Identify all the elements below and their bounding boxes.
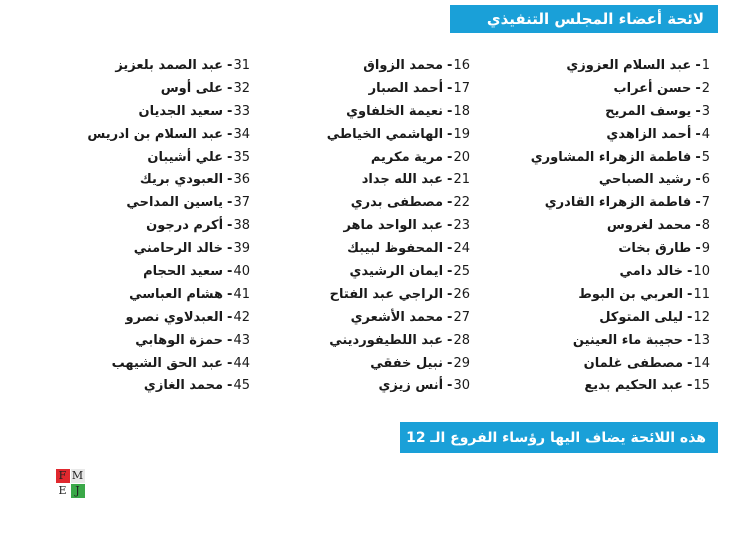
member-item — [87, 238, 250, 261]
member-name: محمد الأشعري — [350, 309, 444, 325]
member-name: ليلى المتوكل — [599, 309, 684, 325]
member-name: فاطمة الزهراء القادري — [544, 195, 692, 211]
member-name: محمد الزواق — [363, 58, 444, 73]
member-name: العربي بن البوط — [578, 286, 684, 302]
member-name: أكرم درجون — [146, 218, 224, 234]
member-number: 24 — [453, 241, 470, 257]
member-item — [531, 238, 710, 261]
member-name: محمد لغروس — [606, 218, 692, 234]
member-name: مصطفى بدري — [350, 195, 444, 211]
member-name: فاطمة الزهراء المشاوري — [530, 149, 692, 165]
member-number: 28 — [453, 332, 470, 348]
members-column-1 — [531, 55, 710, 398]
member-number: 35 — [233, 149, 250, 165]
member-number: 29 — [453, 355, 470, 371]
member-item — [327, 101, 470, 124]
member-item — [531, 192, 710, 215]
member-item — [531, 55, 710, 78]
member-dash: - — [447, 218, 453, 234]
logo-letter: J — [71, 484, 85, 498]
member-number: 19 — [453, 126, 470, 142]
member-dash: - — [687, 264, 693, 280]
member-dash: - — [227, 309, 233, 325]
member-number: 34 — [233, 126, 250, 142]
member-name: أنس زيزي — [378, 378, 444, 394]
fmej-logo — [45, 462, 95, 498]
member-number: 9 — [701, 241, 710, 257]
member-number: 7 — [701, 195, 710, 211]
member-number: 37 — [233, 195, 250, 211]
member-item — [327, 78, 470, 101]
member-dash: - — [227, 172, 233, 188]
member-number: 2 — [701, 80, 710, 96]
member-item — [531, 261, 710, 284]
member-dash: - — [447, 241, 453, 257]
member-item — [327, 330, 470, 353]
member-name: الهاشمي الخياطي — [326, 126, 444, 142]
member-name: مصطفى غلمان — [583, 355, 684, 371]
member-number: 10 — [693, 264, 710, 280]
member-name: عبد الحق الشيهب — [111, 355, 224, 371]
member-item — [87, 330, 250, 353]
member-dash: - — [447, 309, 453, 325]
member-item — [87, 169, 250, 192]
logo-caption — [45, 462, 95, 466]
member-item — [327, 307, 470, 330]
member-item — [327, 124, 470, 147]
member-dash: - — [695, 126, 701, 142]
member-dash: - — [695, 80, 701, 96]
member-number: 33 — [233, 103, 250, 119]
member-number: 1 — [701, 58, 710, 73]
member-item — [87, 215, 250, 238]
member-name: حجيبة ماء العينين — [572, 332, 684, 348]
members-column-2 — [327, 55, 470, 398]
member-dash: - — [695, 149, 701, 165]
member-dash: - — [227, 264, 233, 280]
member-name: عبد السلام بن ادريس — [87, 126, 224, 142]
member-number: 25 — [453, 264, 470, 280]
member-item — [531, 147, 710, 170]
member-number: 5 — [701, 149, 710, 165]
member-name: خالد الرحامني — [133, 241, 224, 257]
member-number: 45 — [233, 378, 250, 394]
member-item — [531, 78, 710, 101]
member-dash: - — [687, 355, 693, 371]
member-number: 3 — [701, 103, 710, 119]
member-number: 15 — [693, 378, 710, 394]
member-item — [327, 375, 470, 398]
member-name: هشام العباسي — [129, 286, 224, 302]
member-item — [327, 261, 470, 284]
member-dash: - — [227, 58, 233, 73]
member-item — [327, 192, 470, 215]
member-dash: - — [227, 103, 233, 119]
member-item — [327, 147, 470, 170]
member-dash: - — [447, 80, 453, 96]
member-name: المحفوظ لبيبك — [347, 241, 444, 257]
member-name: ايمان الرشيدي — [349, 264, 444, 280]
member-name: ياسين المداحي — [126, 195, 224, 211]
member-name: الراجي عبد الفتاح — [329, 286, 444, 302]
member-dash: - — [227, 355, 233, 371]
member-item — [531, 353, 710, 376]
member-name: العبودي بريك — [139, 172, 224, 188]
member-name: نعيمة الخلفاوي — [346, 103, 444, 119]
member-name: عبد اللطيفورديني — [329, 332, 444, 348]
page-title: لائحة أعضاء المجلس التنفيذي — [450, 5, 718, 33]
member-name: حسن أعراب — [613, 80, 692, 96]
member-dash: - — [447, 195, 453, 211]
member-item — [87, 261, 250, 284]
member-dash: - — [687, 332, 693, 348]
member-number: 17 — [453, 80, 470, 96]
member-name: مرية مكريم — [370, 149, 444, 165]
member-name: أحمد الصبار — [368, 80, 444, 96]
member-item — [87, 353, 250, 376]
member-dash: - — [227, 241, 233, 257]
logo-letter: E — [56, 484, 70, 498]
member-number: 22 — [453, 195, 470, 211]
member-dash: - — [687, 378, 693, 394]
member-item — [327, 284, 470, 307]
member-dash: - — [227, 80, 233, 96]
member-dash: - — [687, 286, 693, 302]
branch-heads-note: هذه اللائحة يضاف اليها رؤساء الفروع الـ 12 — [400, 422, 718, 453]
logo-letter: F — [56, 469, 70, 483]
member-item — [87, 307, 250, 330]
member-name: طارق بخات — [618, 241, 692, 257]
member-name: عبد السلام العزوزي — [566, 58, 692, 73]
member-item — [531, 215, 710, 238]
members-column-3 — [87, 55, 250, 398]
member-item — [87, 101, 250, 124]
member-item — [531, 330, 710, 353]
member-dash: - — [447, 126, 453, 142]
member-dash: - — [447, 378, 453, 394]
member-number: 42 — [233, 309, 250, 325]
member-name: عبد الله جداد — [361, 172, 444, 188]
member-dash: - — [447, 58, 453, 73]
member-name: العبدلاوي نصرو — [125, 309, 224, 325]
member-number: 32 — [233, 80, 250, 96]
member-item — [327, 353, 470, 376]
member-item — [531, 124, 710, 147]
member-item — [327, 215, 470, 238]
member-number: 13 — [693, 332, 710, 348]
member-dash: - — [695, 103, 701, 119]
member-item — [327, 55, 470, 78]
member-name: يوسف المريح — [605, 103, 692, 119]
member-dash: - — [695, 241, 701, 257]
member-item — [87, 375, 250, 398]
member-dash: - — [447, 149, 453, 165]
member-name: رشيد الصباحي — [598, 172, 692, 188]
member-dash: - — [687, 309, 693, 325]
member-name: حمزة الوهابي — [135, 332, 224, 348]
member-item — [531, 307, 710, 330]
member-name: نبيل خفقي — [370, 355, 444, 371]
logo-letter: M — [71, 469, 84, 482]
member-item — [87, 284, 250, 307]
member-dash: - — [447, 172, 453, 188]
member-number: 39 — [233, 241, 250, 257]
member-dash: - — [447, 355, 453, 371]
member-number: 16 — [453, 58, 470, 73]
member-dash: - — [447, 264, 453, 280]
member-dash: - — [447, 286, 453, 302]
member-item — [87, 78, 250, 101]
member-number: 18 — [453, 103, 470, 119]
member-number: 23 — [453, 218, 470, 234]
member-number: 36 — [233, 172, 250, 188]
member-name: علي أشيبان — [147, 149, 224, 165]
member-name: خالد دامي — [619, 264, 684, 280]
member-dash: - — [695, 218, 701, 234]
member-number: 12 — [693, 309, 710, 325]
member-dash: - — [227, 149, 233, 165]
member-name: سعيد الجديان — [138, 103, 224, 119]
member-number: 20 — [453, 149, 470, 165]
member-name: سعيد الحجام — [143, 264, 224, 280]
member-name: عبد الصمد بلعزيز — [115, 58, 224, 73]
member-number: 40 — [233, 264, 250, 280]
member-number: 8 — [701, 218, 710, 234]
member-number: 43 — [233, 332, 250, 348]
member-item — [531, 375, 710, 398]
member-number: 11 — [693, 286, 710, 302]
member-dash: - — [227, 195, 233, 211]
member-item — [531, 169, 710, 192]
member-number: 30 — [453, 378, 470, 394]
member-dash: - — [227, 332, 233, 348]
member-item — [327, 238, 470, 261]
member-number: 41 — [233, 286, 250, 302]
member-dash: - — [227, 218, 233, 234]
member-name: محمد الغازي — [143, 378, 224, 394]
member-number: 26 — [453, 286, 470, 302]
member-number: 21 — [453, 172, 470, 188]
member-item — [87, 124, 250, 147]
member-number: 4 — [701, 126, 710, 142]
member-number: 44 — [233, 355, 250, 371]
member-dash: - — [695, 172, 701, 188]
member-number: 38 — [233, 218, 250, 234]
member-number: 27 — [453, 309, 470, 325]
member-item — [87, 192, 250, 215]
member-dash: - — [447, 332, 453, 348]
member-item — [531, 101, 710, 124]
member-item — [531, 284, 710, 307]
member-name: عبد الواحد ماهر — [343, 218, 444, 234]
member-number: 31 — [233, 58, 250, 73]
member-number: 14 — [693, 355, 710, 371]
member-name: على أوس — [160, 80, 224, 96]
member-number: 6 — [701, 172, 710, 188]
member-item — [87, 55, 250, 78]
member-dash: - — [227, 286, 233, 302]
member-item — [87, 147, 250, 170]
member-dash: - — [227, 378, 233, 394]
member-name: عبد الحكيم بديع — [584, 378, 684, 394]
member-dash: - — [695, 195, 701, 211]
member-item — [327, 169, 470, 192]
member-name: أحمد الزاهدي — [606, 126, 692, 142]
member-dash: - — [227, 126, 233, 142]
member-dash: - — [695, 58, 701, 73]
member-dash: - — [447, 103, 453, 119]
